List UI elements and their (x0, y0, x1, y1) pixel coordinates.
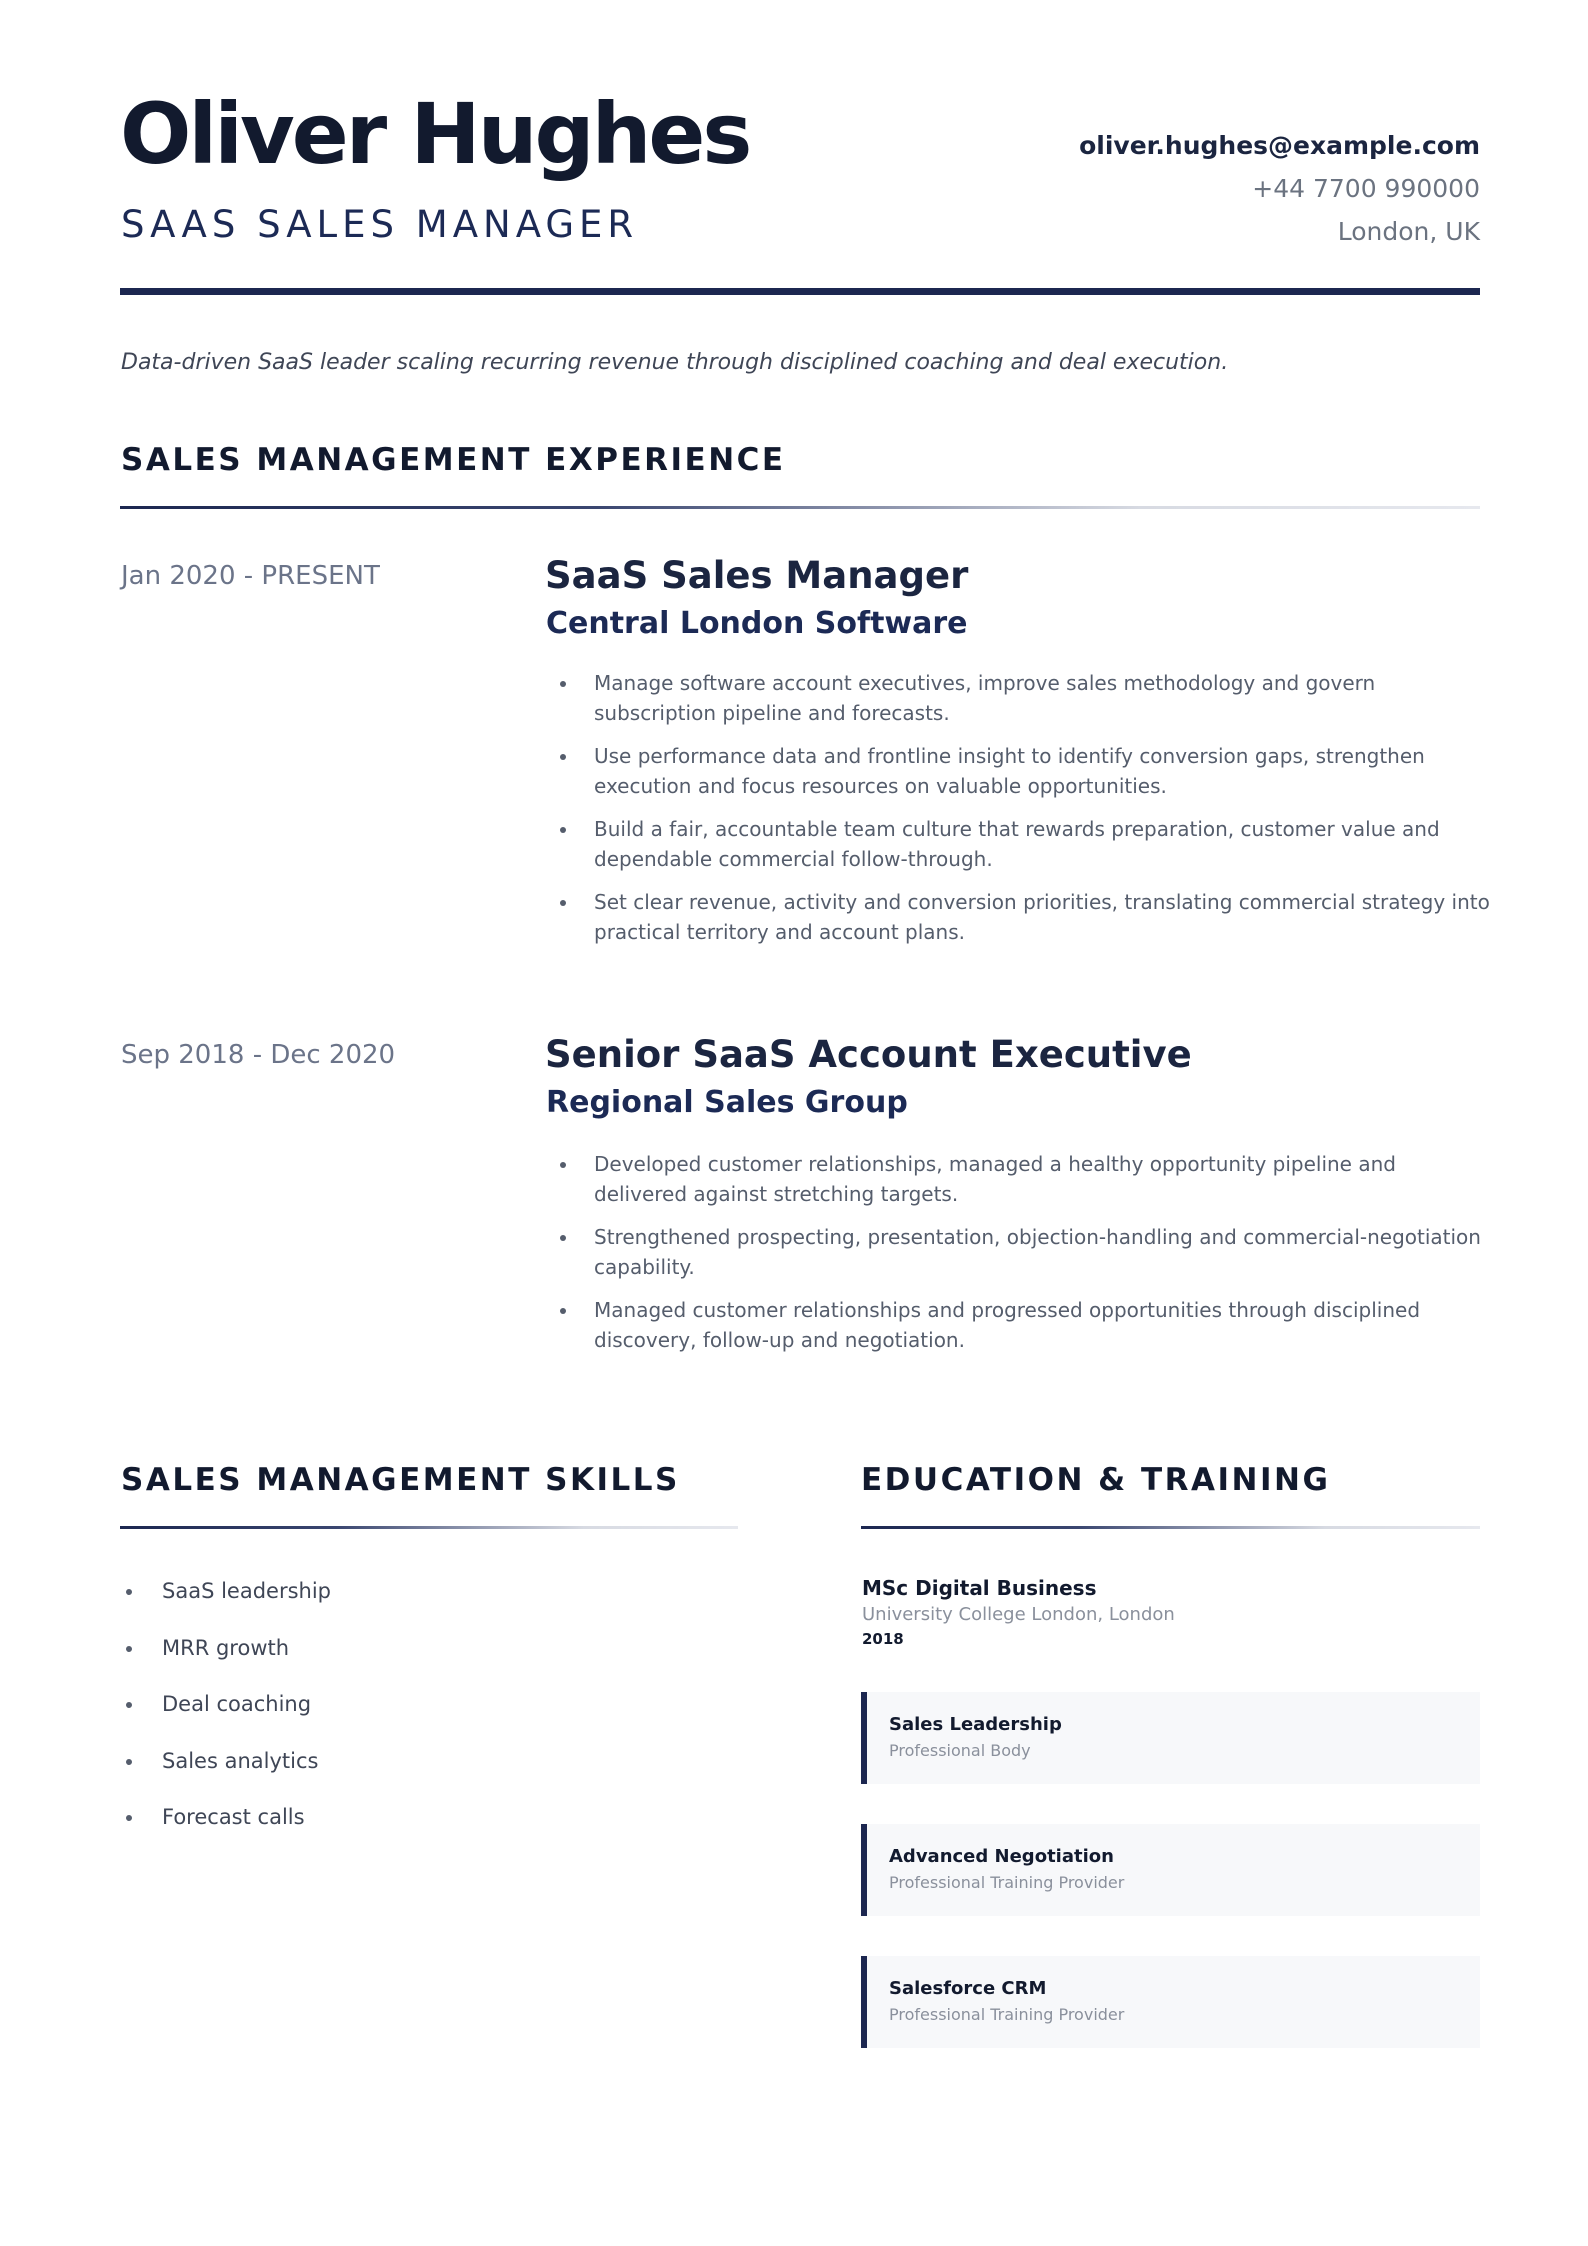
job-bullets (560, 1149, 1490, 1368)
education-year: 2018 (862, 1630, 904, 1648)
certification-provider: Professional Training Provider (889, 2005, 1125, 2024)
contact-email[interactable]: oliver.hughes@example.com (1079, 131, 1480, 160)
contact-location: London, UK (1337, 217, 1480, 246)
skills-list (126, 1576, 331, 1859)
job-title: Senior SaaS Account Executive (545, 1033, 1192, 1076)
certification-title: Advanced Negotiation (889, 1846, 1114, 1867)
section-divider-education (861, 1526, 1480, 1529)
section-title-education: EDUCATION & TRAINING (861, 1462, 1331, 1498)
job-bullet: Developed customer relationships, managed a healthy opportunity pipeline and delivered against stretching targets. (560, 1149, 1490, 1209)
job-bullet: Build a fair, accountable team culture that rewards preparation, customer value and dependable commercial follow-through. (560, 814, 1490, 874)
job-bullet: Set clear revenue, activity and conversion priorities, translating commercial strategy into practical territory and account plans. (560, 887, 1490, 947)
certification-card (861, 1692, 1480, 1784)
job-company: Regional Sales Group (546, 1085, 908, 1120)
skill-item: Sales analytics (126, 1746, 331, 1803)
certification-title: Salesforce CRM (889, 1978, 1047, 1999)
certification-provider: Professional Training Provider (889, 1873, 1125, 1892)
job-bullet: Managed customer relationships and progressed opportunities through disciplined discovery, follow-up and negotiation. (560, 1295, 1490, 1355)
job-bullet: Use performance data and frontline insight to identify conversion gaps, strengthen execution and focus resources on valuable opportunities. (560, 741, 1490, 801)
job-title: SaaS Sales Manager (545, 554, 969, 597)
certification-card (861, 1824, 1480, 1916)
candidate-name: Oliver Hughes (120, 85, 750, 183)
education-degree: MSc Digital Business (862, 1576, 1097, 1600)
profile-summary: Data-driven SaaS leader scaling recurring revenue through disciplined coaching and deal execution. (121, 350, 1229, 375)
skill-item: MRR growth (126, 1633, 331, 1690)
contact-block (1079, 133, 1480, 244)
job-dates: Jan 2020 - PRESENT (121, 561, 380, 591)
job-bullet: Manage software account executives, improve sales methodology and govern subscription pipeline and forecasts. (560, 668, 1490, 728)
section-divider-experience (120, 506, 1480, 509)
section-title-skills: SALES MANAGEMENT SKILLS (121, 1462, 680, 1498)
skill-item: Deal coaching (126, 1689, 331, 1746)
job-bullets (560, 668, 1490, 960)
header-divider (120, 288, 1480, 295)
education-school: University College London, London (862, 1604, 1175, 1625)
contact-phone: +44 7700 990000 (1252, 174, 1480, 203)
certification-card (861, 1956, 1480, 2048)
certification-title: Sales Leadership (889, 1714, 1062, 1735)
section-divider-skills (120, 1526, 738, 1529)
job-bullet: Strengthened prospecting, presentation, objection-handling and commercial-negotiation capability. (560, 1222, 1490, 1282)
candidate-role: SAAS SALES MANAGER (121, 203, 639, 246)
job-dates: Sep 2018 - Dec 2020 (121, 1040, 396, 1070)
skill-item: Forecast calls (126, 1802, 331, 1859)
job-company: Central London Software (546, 606, 968, 641)
section-title-experience: SALES MANAGEMENT EXPERIENCE (121, 442, 786, 478)
skill-item: SaaS leadership (126, 1576, 331, 1633)
certification-provider: Professional Body (889, 1741, 1031, 1760)
